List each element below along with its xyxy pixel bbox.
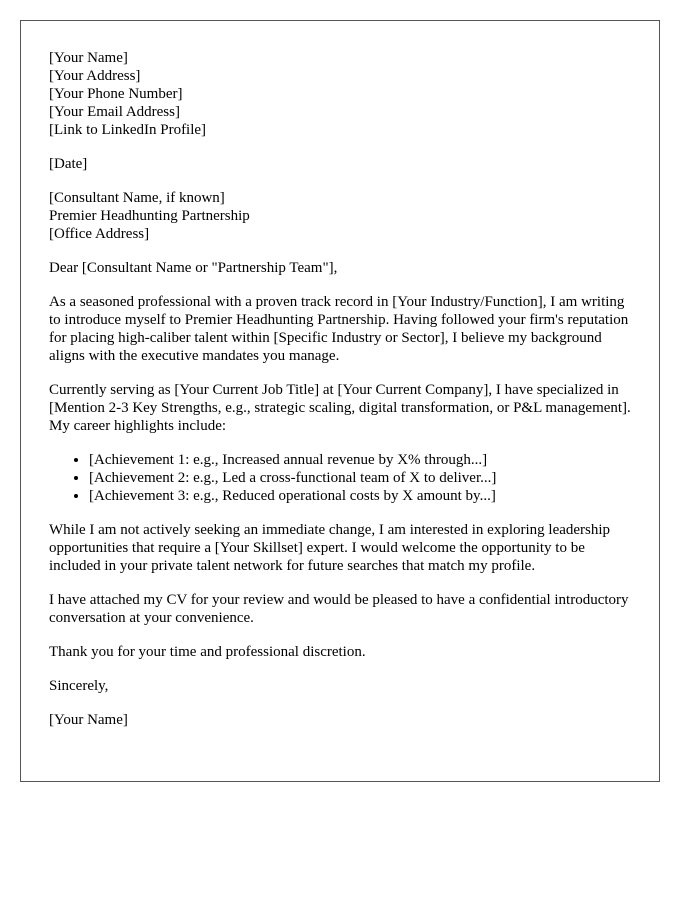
thanks-paragraph: Thank you for your time and professional discretion. xyxy=(49,644,366,660)
interest-paragraph: While I am not actively seeking an immediate change, I am interested in exploring leadership opportunities that require a [Your Skillset] expert. I would welcome the opportunity to be included in your private talent network for future searches that match my profile. xyxy=(49,522,611,574)
date-block xyxy=(49,155,639,173)
achievements-list xyxy=(49,451,639,505)
sender-name: [Your Name] xyxy=(49,50,128,66)
current-role-paragraph: Currently serving as [Your Current Job Title] at [Your Current Company], I have specialized in [Mention 2-3 Key Strengths, e.g., strategic scaling, digital transformation, or P&L management]. My career highlights include: xyxy=(49,382,631,434)
signature: [Your Name] xyxy=(49,712,128,728)
sender-email: [Your Email Address] xyxy=(49,104,180,120)
list-item: • [Achievement 1: e.g., Increased annual revenue by X% through...] xyxy=(89,451,639,469)
recipient-block xyxy=(49,189,639,243)
recipient-firm: Premier Headhunting Partnership xyxy=(49,208,250,224)
sender-linkedin: [Link to LinkedIn Profile] xyxy=(49,122,207,138)
letter-page xyxy=(20,20,660,782)
sender-address: [Your Address] xyxy=(49,68,141,84)
attachment-paragraph: I have attached my CV for your review and would be pleased to have a confidential introductory conversation at your convenience. xyxy=(49,592,629,626)
sender-phone: [Your Phone Number] xyxy=(49,86,183,102)
closing: Sincerely, xyxy=(49,678,109,694)
recipient-consultant: [Consultant Name, if known] xyxy=(49,190,225,206)
list-item: • [Achievement 2: e.g., Led a cross-functional team of X to deliver...] xyxy=(89,469,639,487)
sender-block xyxy=(49,49,639,139)
intro-paragraph: As a seasoned professional with a proven track record in [Your Industry/Function], I am writing to introduce myself to Premier Headhunting Partnership. Having followed your firm's reputation for placing high-caliber talent within [Specific Industry or Sector], I believe my background aligns with the executive mandates you manage. xyxy=(49,294,629,364)
recipient-address: [Office Address] xyxy=(49,226,150,242)
list-item: • [Achievement 3: e.g., Reduced operational costs by X amount by...] xyxy=(89,487,639,505)
letter-date: [Date] xyxy=(49,156,88,172)
salutation: Dear [Consultant Name or "Partnership Team"], xyxy=(49,260,338,276)
letter-body xyxy=(49,49,639,745)
